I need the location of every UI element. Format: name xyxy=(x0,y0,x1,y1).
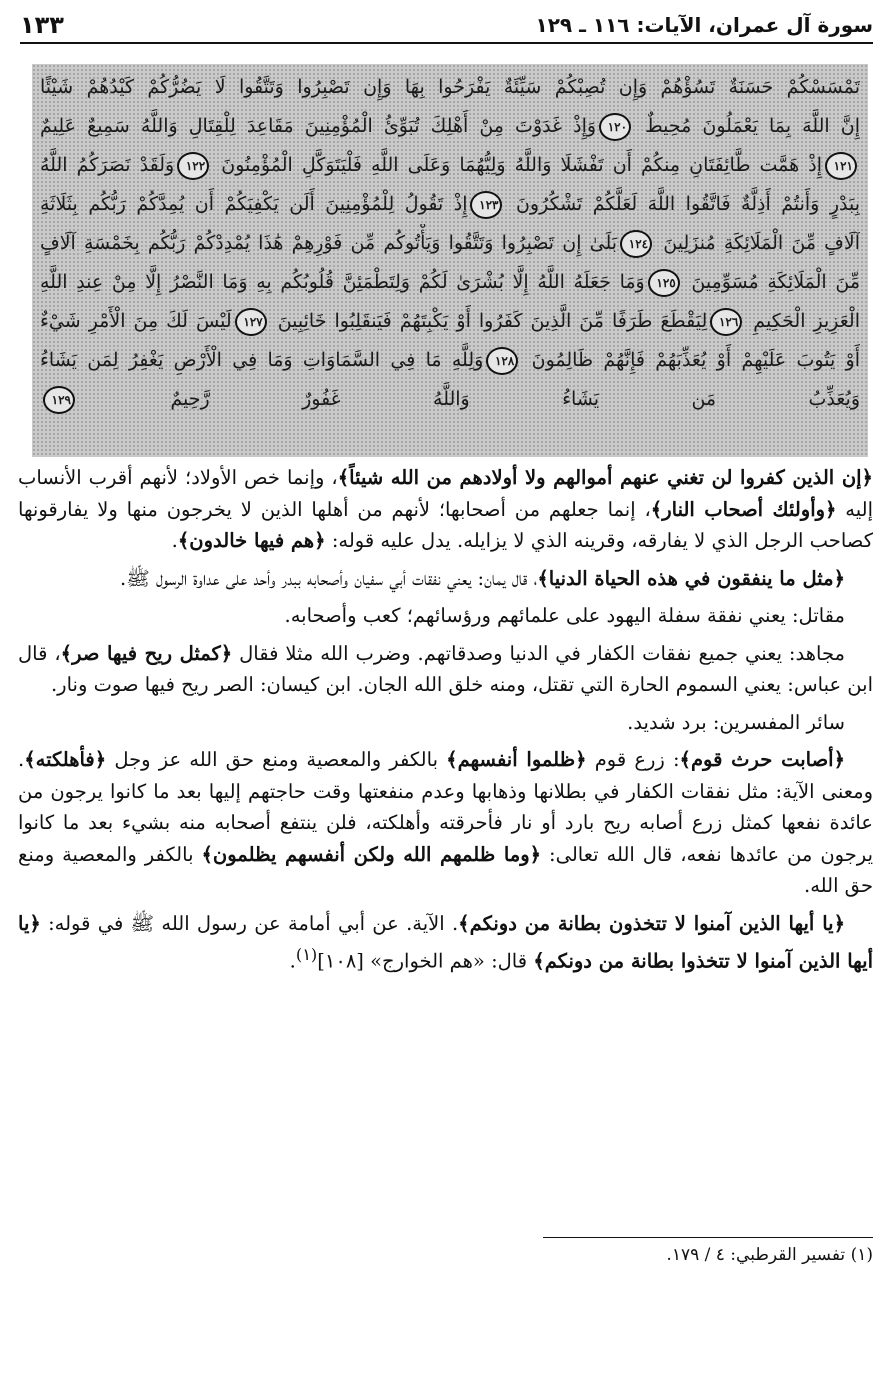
quran-line xyxy=(40,107,860,146)
paragraph-text: مقاتل: يعني نفقة سفلة اليهود على علمائهم ورؤسائهم؛ كعب وأصحابه. xyxy=(284,604,845,627)
aya-number-marker: ١٢٧ xyxy=(235,308,267,336)
paragraph-text: . xyxy=(289,949,296,973)
commentary-paragraph xyxy=(18,744,873,902)
running-header xyxy=(20,8,873,44)
aya-number-marker: ١٢٥ xyxy=(648,269,680,297)
quran-text: لَيْسَ لَكَ مِنَ الْأَمْرِ شَيْءٌ xyxy=(40,310,232,332)
quran-line xyxy=(40,263,860,302)
quran-text: وَيُعَذِّبُ مَن يَشَاءُ وَاللَّهُ غَفُورٌ رَّحِيمٌ xyxy=(78,388,860,410)
quran-text: إِنَّ اللَّهَ بِمَا يَعْمَلُونَ مُحِيطٌ xyxy=(634,115,860,137)
quran-line xyxy=(40,380,860,419)
paragraph-text: ، قال ابن عباس: يعني السموم الحارة التي تقتل، ومنه خلق الله الجان. ابن كيسان: الصر ريح فيها صوت ونار. xyxy=(18,641,873,696)
quran-text: وَإِذْ غَدَوْتَ مِنْ أَهْلِكَ تُبَوِّئُ الْمُؤْمِنِينَ مَقَاعِدَ لِلْقِتَالِ وَاللَّهُ سَمِيعٌ عَلِيمٌ xyxy=(40,115,597,137)
commentary-paragraph xyxy=(18,908,873,978)
quran-text: وَلَقَدْ نَصَرَكُمُ اللَّهُ xyxy=(40,154,175,176)
commentary-paragraph xyxy=(18,563,873,595)
quran-line xyxy=(40,146,860,185)
paragraph-text: سائر المفسرين: برد شديد. xyxy=(627,710,845,734)
commentary-paragraph xyxy=(18,462,873,557)
quoted-verse: ﴿ظلموا أنفسهم﴾ xyxy=(446,748,587,771)
quran-line xyxy=(40,185,860,224)
quran-text: إِذْ هَمَّت طَّائِفَتَانِ مِنكُمْ أَن تَفْشَلَا وَاللَّهُ وَلِيُّهُمَا وَعَلَى اللَّهِ فَلْيَتَوَكَّلِ الْمُؤْمِنُونَ xyxy=(212,154,822,176)
paragraph-text: قال: «هم الخوارج» [١٠٨] xyxy=(317,949,534,973)
quran-line xyxy=(40,224,860,263)
paragraph-text: ، إنما جعلهم من أصحابها؛ لأنهم من أهلها الذين لا يخرجون منها ولا يفارقونها كصاحب الرجل الذي لا يفارقه، وقرينه الذي لا يزايله. يدل عليه قوله: xyxy=(18,497,873,552)
quoted-verse: ﴿كمثل ريح فيها صر﴾ xyxy=(60,641,233,665)
aya-number-marker: ١٢٨ xyxy=(486,347,518,375)
aya-number-marker: ١٢٢ xyxy=(177,152,209,180)
footnote-ref: (١) xyxy=(295,945,318,964)
quoted-verse: ﴿فأهلكته﴾ xyxy=(24,748,107,771)
aya-number-marker: ١٢١ xyxy=(825,152,857,180)
paragraph-text: ، قال يمان: يعني نفقات أبي سفيان وأصحابه ببدر وأحد على عداوة الرسول ﷺ. xyxy=(120,566,538,590)
commentary-body xyxy=(18,462,873,983)
quoted-verse: ﴿مثل ما ينفقون في هذه الحياة الدنيا﴾ xyxy=(537,566,845,590)
paragraph-text: بالكفر والمعصية ومنع حق الله. xyxy=(18,842,873,897)
quoted-verse: ﴿يا أيها الذين آمنوا لا تتخذوا بطانة من دونكم﴾ xyxy=(18,911,873,973)
quran-line xyxy=(40,68,860,107)
page-number: ١٣٣ xyxy=(20,11,64,39)
paragraph-text: ، وإنما خص الأولاد؛ لأنهم أقرب الأنساب إليه xyxy=(18,466,874,521)
quoted-verse: ﴿وأولئك أصحاب النار﴾ xyxy=(650,497,837,521)
quran-text: وَلِلَّهِ مَا فِي السَّمَاوَاتِ وَمَا فِي الْأَرْضِ يَغْفِرُ لِمَن يَشَاءُ xyxy=(40,349,484,371)
commentary-paragraph xyxy=(18,600,873,632)
quoted-verse: ﴿أصابت حرث قوم﴾ xyxy=(679,748,846,771)
paragraph-text: مجاهد: يعني جميع نفقات الكفار في الدنيا وصدقاتهم. وضرب الله مثلا فقال xyxy=(232,641,845,665)
aya-number-marker: ١٢٣ xyxy=(470,191,502,219)
paragraph-text: . xyxy=(171,529,178,552)
commentary-paragraph xyxy=(18,707,873,739)
quran-text: تَمْسَسْكُمْ حَسَنَةٌ تَسُؤْهُمْ وَإِن تُصِبْكُمْ سَيِّئَةٌ يَفْرَحُوا بِهَا وَإِن تَصْبِرُوا وَتَتَّقُوا لَا يَضُرُّكُمْ كَيْدُهُمْ شَيْئًا xyxy=(40,76,860,98)
aya-number-marker: ١٢٤ xyxy=(620,230,652,258)
paragraph-text: : زرع قوم xyxy=(586,748,680,771)
quran-text: آلَافٍ مِّنَ الْمَلَائِكَةِ مُنزَلِينَ xyxy=(655,232,860,254)
footnote xyxy=(18,1245,873,1265)
quran-verses-box xyxy=(32,64,868,457)
aya-number-marker: ١٢٦ xyxy=(710,308,742,336)
quran-line xyxy=(40,302,860,341)
footnote-separator xyxy=(543,1237,873,1238)
paragraph-text: بالكفر والمعصية ومنع حق الله عز وجل xyxy=(106,748,447,771)
quoted-verse: ﴿إن الذين كفروا لن تغني عنهم أموالهم ولا أولادهم من الله شيئاً﴾ xyxy=(337,466,873,489)
quran-text: مِّنَ الْمَلَائِكَةِ مُسَوِّمِينَ xyxy=(682,271,860,293)
quran-text: الْعَزِيزِ الْحَكِيمِ xyxy=(745,310,860,332)
quran-text: أَوْ يَتُوبَ عَلَيْهِمْ أَوْ يُعَذِّبَهُمْ فَإِنَّهُمْ ظَالِمُونَ xyxy=(521,349,860,371)
aya-number-marker: ١٢٠ xyxy=(599,113,631,141)
surah-title: سورة آل عمران، الآيات: ١١٦ ـ ١٢٩ xyxy=(535,13,873,37)
commentary-paragraph xyxy=(18,638,873,701)
quran-text: وَمَا جَعَلَهُ اللَّهُ إِلَّا بُشْرَىٰ لَكُمْ وَلِتَطْمَئِنَّ قُلُوبُكُم بِهِ وَمَا النَّصْرُ إِلَّا مِنْ عِندِ اللَّهِ xyxy=(40,271,645,293)
quoted-verse: ﴿وما ظلمهم الله ولكن أنفسهم يظلمون﴾ xyxy=(201,842,542,866)
footnote-marker: (١) xyxy=(850,1245,873,1265)
quran-text: لِيَقْطَعَ طَرَفًا مِّنَ الَّذِينَ كَفَرُوا أَوْ يَكْبِتَهُمْ فَيَنقَلِبُوا خَائِبِينَ xyxy=(269,310,708,332)
quran-text: إِذْ تَقُولُ لِلْمُؤْمِنِينَ أَلَن يَكْفِيَكُمْ أَن يُمِدَّكُمْ رَبُّكُم بِثَلَاثَةِ xyxy=(40,193,468,215)
footnote-text: تفسير القرطبي: ٤ / ١٧٩. xyxy=(666,1245,846,1265)
aya-number-marker: ١٢٩ xyxy=(43,386,75,414)
quoted-verse: ﴿هم فيها خالدون﴾ xyxy=(177,529,326,552)
paragraph-text: . ومعنى الآية: مثل نفقات الكفار في بطلانها وذهابها وعدم منفعتها وقت حاجتهم إليها بعد ما كانوا يرجون من عائدة نفعها كمثل زرع أصابه ريح بارد أو نار فأحرقته وأهلكته، فلن ينتفع أصحابه منه بشيء بعد ما كانوا يرجون من عائدها نفعه، قال الله تعالى: xyxy=(18,748,873,866)
quoted-verse: ﴿يا أيها الذين آمنوا لا تتخذون بطانة من دونكم﴾ xyxy=(458,911,845,935)
quran-line xyxy=(40,341,860,380)
quran-text: بَلَىٰ إِن تَصْبِرُوا وَتَتَّقُوا وَيَأْتُوكُم مِّن فَوْرِهِمْ هَٰذَا يُمْدِدْكُمْ رَبُّكُم بِخَمْسَةِ آلَافٍ xyxy=(40,232,618,254)
quran-text: بِبَدْرٍ وَأَنتُمْ أَذِلَّةٌ فَاتَّقُوا اللَّهَ لَعَلَّكُمْ تَشْكُرُونَ xyxy=(505,193,860,215)
paragraph-text: . الآية. عن أبي أمامة عن رسول الله ﷺ في قوله: xyxy=(40,911,459,935)
